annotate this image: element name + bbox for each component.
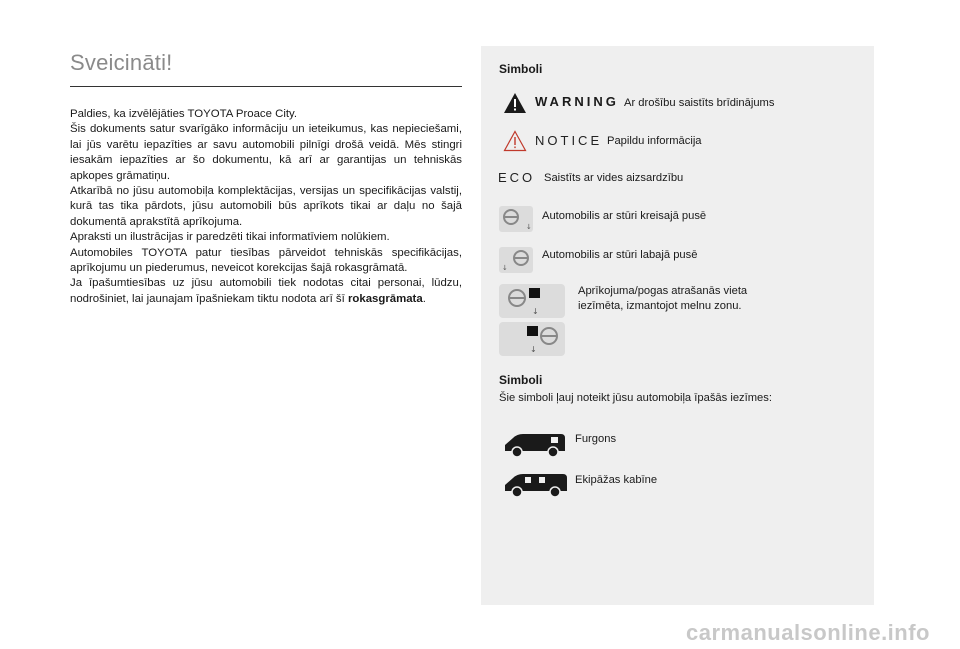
vehicle-symbols-title: Simboli [499,373,543,387]
vehicle-symbols-intro: Šie simboli ļauj noteikt jūsu automobiļa īpašās iezīmes: [499,392,772,404]
paragraph-4: Apraksti un ilustrācijas ir paredzēti tikai informatīviem nolūkiem. [70,231,390,244]
van-description: Furgons [575,433,617,445]
title-divider [70,86,462,87]
rhd-description: Automobilis ar stūri labajā pusē [542,249,698,261]
paragraph-6-lead: Ja īpašumtiesības uz jūsu automobili tiek nodotas citai personai, lūdzu, nodrošiniet, lai jaunajam īpašniekam tiktu nodota arī šī [70,277,462,305]
eco-description: Saistīts ar vides aizsardzību [544,172,684,184]
notice-keyword: NOTICE [535,133,603,148]
eco-keyword: ECO [498,170,536,185]
control-location-rhd-icon [499,322,565,356]
left-hand-drive-icon [499,206,533,232]
paragraph-3: Atkarībā no jūsu automobiļa komplektācijas, versijas un specifikācijas valstij, kurā tas tika pārdots, jūsu automobili būs aprīkots tikai ar daļu no šajā dokumentā aprakstītā aprīkojuma. [70,185,462,228]
svg-text:↓: ↓ [530,345,537,354]
right-hand-drive-icon [499,247,533,273]
location-description-line-2: iezīmēta, izmantojot melnu zonu. [578,300,742,312]
van-icon [503,431,567,459]
watermark: carmanualsonline.info [686,620,930,645]
crew-cab-icon [503,471,569,499]
location-description [578,284,747,314]
notice-triangle-icon [503,130,527,152]
paragraph-5: Automobiles TOYOTA patur tiesības pārveidot tehniskās specifikācijas, aprīkojumu un piederumus, neveicot korekcijas šajā rokasgrāmatā. [70,246,462,275]
control-location-lhd-icon [499,284,565,318]
notice-description: Papildu informācija [607,135,702,147]
paragraph-6 [70,276,462,307]
svg-text:↓: ↓ [526,223,532,231]
crew-cab-description: Ekipāžas kabīne [575,474,658,486]
paragraph-1: Paldies, ka izvēlējāties TOYOTA Proace City. [70,108,298,120]
symbols-panel [481,46,874,605]
location-description-line-1: Aprīkojuma/pogas atrašanās vieta [578,285,748,297]
paragraph-6-bold: rokasgrāmata [347,292,423,305]
paragraph-6-end: . [422,292,426,305]
intro-text [70,107,462,307]
paragraph-2: Šis dokuments satur svarīgāko informāciju un ieteikumus, kas nepieciešami, lai jūs varētu iepazīties ar savu automobili pilnīgi drošā veidā. Mēs stingri iesakām iepazīties ar šo dokumentu, kā arī ar garantijas un tehniskās apkopes grāmatiņu. [70,123,462,182]
svg-text:↓: ↓ [532,307,539,316]
svg-text:↓: ↓ [502,264,508,272]
symbols-title: Simboli [499,62,543,76]
intro-column [70,50,462,307]
warning-keyword: WARNING [535,94,619,109]
lhd-description: Automobilis ar stūri kreisajā pusē [542,210,707,222]
page-title: Sveicināti! [70,50,173,75]
warning-triangle-icon [503,92,527,114]
warning-description: Ar drošību saistīts brīdinājums [624,97,775,109]
